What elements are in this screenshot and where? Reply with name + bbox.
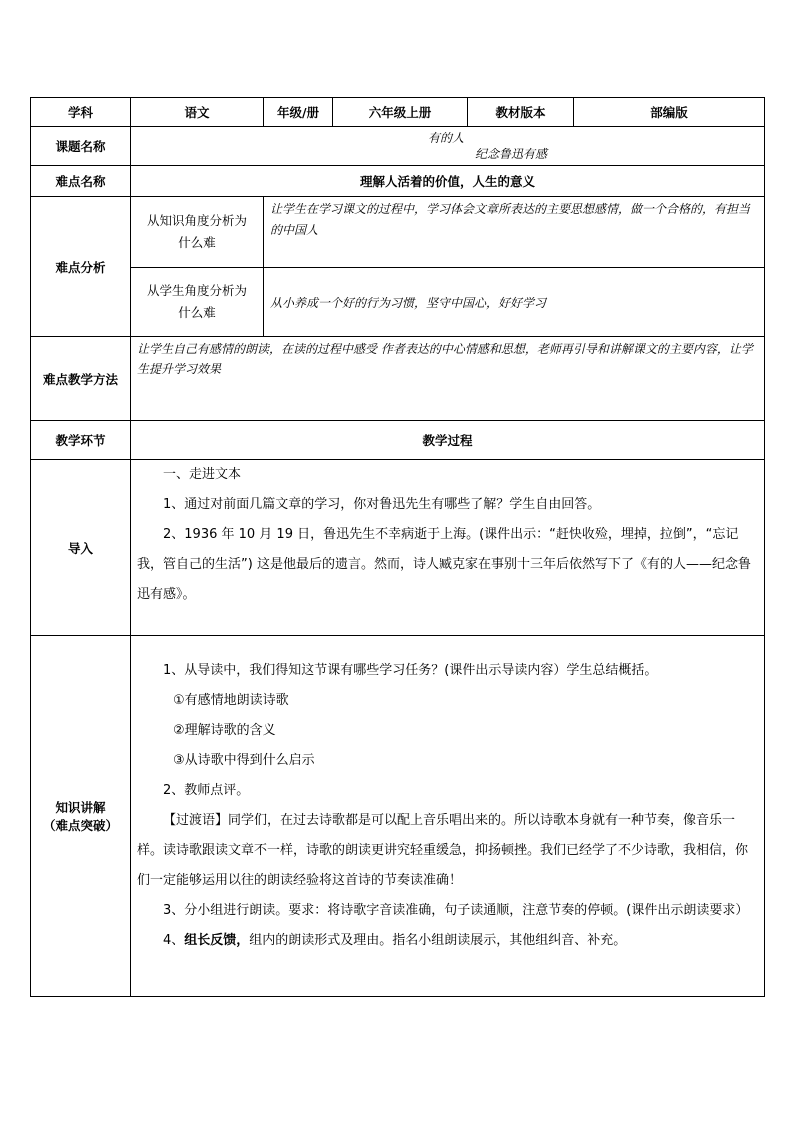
knowledge-label-line1: 知识讲解 <box>55 800 106 815</box>
feedback-bold: 组长反馈， <box>184 933 250 948</box>
method-row <box>31 337 765 421</box>
lesson-row <box>31 127 765 166</box>
knowledge-angle-label: 从知识角度分析为什么难 <box>146 213 247 250</box>
intro-label: 导入 <box>31 460 131 636</box>
knowledge-paragraph-1: 1、从导读中，我们得知这节课有哪些学习任务？(课件出示导读内容）学生总结概括。 <box>163 663 658 678</box>
student-angle-cell <box>131 268 264 337</box>
analysis-row-student <box>31 268 765 337</box>
knowledge-angle-cell <box>131 197 264 268</box>
knowledge-angle-value-cell <box>264 197 765 268</box>
knowledge-content <box>131 636 765 997</box>
difficulty-value: 理解人活着的价值，人生的意义 <box>131 166 765 197</box>
knowledge-paragraph-3 <box>137 806 758 896</box>
edition-label: 教材版本 <box>468 98 574 127</box>
difficulty-label: 难点名称 <box>31 166 131 197</box>
subject-label: 学科 <box>31 98 131 127</box>
analysis-row-knowledge <box>31 197 765 268</box>
student-angle-value: 从小养成一个好的行为习惯，坚守中国心，好好学习 <box>270 295 547 310</box>
process-header-row <box>31 421 765 460</box>
method-value-cell <box>131 337 765 421</box>
subject-value: 语文 <box>131 98 264 127</box>
feedback-text: 组内的朗读形式及理由。指名小组朗读展示，其他组纠音、补充。 <box>249 933 627 948</box>
knowledge-row <box>31 636 765 997</box>
feedback-number: 4、 <box>163 933 185 948</box>
grade-value: 六年级上册 <box>333 98 468 127</box>
knowledge-paragraph-2: 2、教师点评。 <box>163 783 250 798</box>
transition-text: 同学们，在过去诗歌都是可以配上音乐唱出来的。所以诗歌本身就有一种节奏，像音乐一样。读诗歌跟读文章不一样，诗歌的朗读更讲究轻重缓急，抑扬顿挫。我们已经学了不少诗歌，我相信，你们一定能够运用以往的朗读经验将这首诗的节奏读准确！ <box>137 813 749 888</box>
header-row <box>31 98 765 127</box>
knowledge-label-cell <box>31 636 131 997</box>
grade-label: 年级/册 <box>264 98 333 127</box>
analysis-label: 难点分析 <box>31 197 131 337</box>
lesson-plan-table <box>30 97 765 997</box>
task-item-1: ①有感情地朗读诗歌 <box>173 693 289 708</box>
knowledge-paragraph-4: 3、分小组进行朗读。要求：将诗歌字音读准确，句子读通顺，注意节奏的停顿。(课件出示朗读要求） <box>163 903 749 918</box>
difficulty-row <box>31 166 765 197</box>
process-label: 教学过程 <box>131 421 765 460</box>
method-value: 让学生自己有感情的朗读，在读的过程中感受 作者表达的中心情感和思想，老师再引导和讲解课文的主要内容，让学生提升学习效果 <box>137 342 753 376</box>
knowledge-angle-value: 让学生在学习课文的过程中，学习体会文章所表达的主要思想感情，做一个合格的，有担当的中国人 <box>270 202 751 237</box>
intro-paragraph-3: 2、1936 年 10 月 19 日，鲁迅先生不幸病逝于上海。(课件出示：“赶快收殓，埋掉，拉倒”，“忘记我，管自己的生活”) 这是他最后的遗言。然而，诗人臧克家在事别十三年后依然写下了《有的人——纪念鲁迅有感》。 <box>137 527 751 602</box>
intro-content <box>131 460 765 636</box>
method-label: 难点教学方法 <box>31 337 131 421</box>
lesson-title-cell <box>131 127 765 166</box>
lesson-title-line2: 纪念鲁迅有感 <box>475 147 548 161</box>
lesson-title-line1: 有的人 <box>428 131 465 145</box>
task-item-3: ③从诗歌中得到什么启示 <box>173 753 315 768</box>
intro-paragraph-1: 一、走进文本 <box>163 467 242 482</box>
transition-tag: 【过渡语】 <box>163 813 229 828</box>
intro-paragraph-2: 1、通过对前面几篇文章的学习，你对鲁迅先生有哪些了解？学生自由回答。 <box>163 497 601 512</box>
student-angle-label: 从学生角度分析为什么难 <box>146 283 247 320</box>
student-angle-value-cell <box>264 268 765 337</box>
stage-label: 教学环节 <box>31 421 131 460</box>
knowledge-paragraph-5 <box>137 926 758 956</box>
task-item-2: ②理解诗歌的含义 <box>173 723 276 738</box>
edition-value: 部编版 <box>574 98 765 127</box>
lesson-label: 课题名称 <box>31 127 131 166</box>
intro-row <box>31 460 765 636</box>
knowledge-label-line2: （难点突破） <box>42 818 118 833</box>
